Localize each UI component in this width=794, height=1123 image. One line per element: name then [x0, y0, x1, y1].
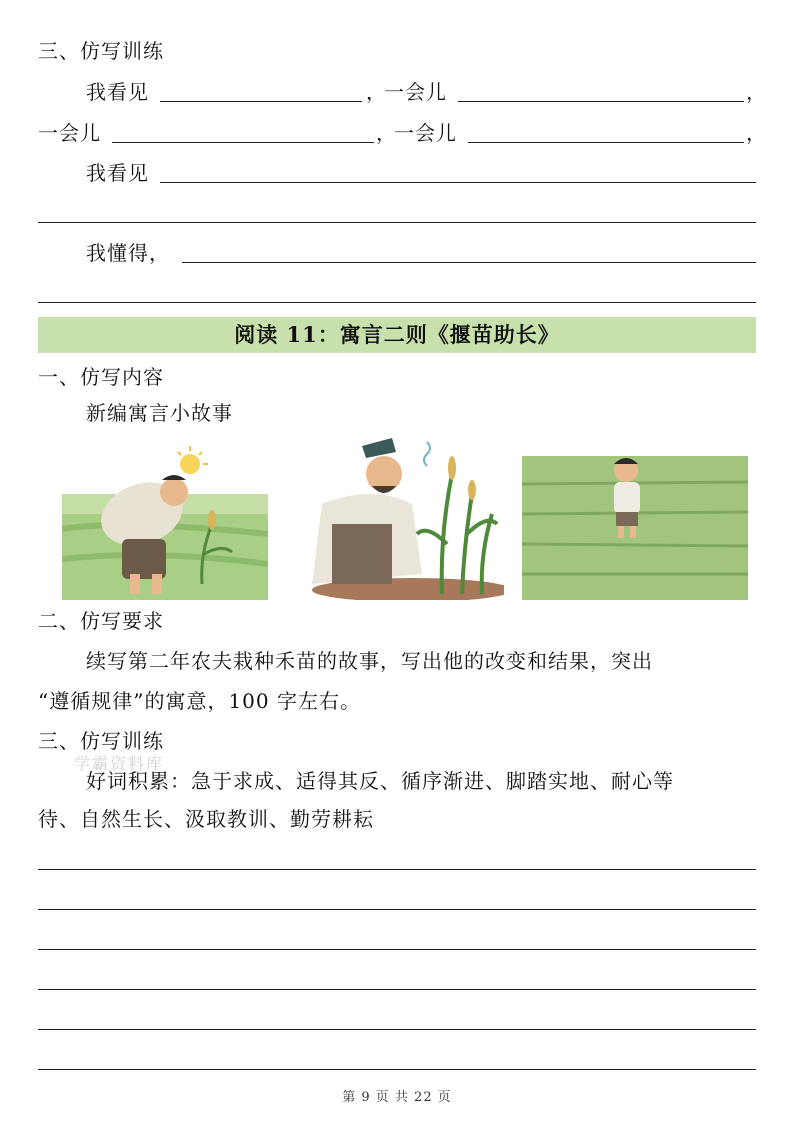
comma: ， — [376, 121, 397, 145]
sentence-label-moment: 一会儿 — [384, 80, 447, 104]
farmer-pulling-seedling-illustration — [62, 434, 268, 600]
vocabulary-text-line2: 待、自然生长、汲取教训、勤劳耕耘 — [38, 807, 374, 831]
sentence-label-i-understand: 我懂得， — [86, 241, 170, 265]
blank-line[interactable] — [468, 142, 744, 143]
comma: ， — [746, 80, 767, 104]
watermark: 学霸资料库 — [74, 754, 165, 773]
content-text: 新编寓言小故事 — [86, 401, 233, 425]
writing-line[interactable] — [38, 222, 756, 223]
blank-line[interactable] — [160, 182, 756, 183]
vocabulary-text-line1: 好词积累：急于求成、适得其反、循序渐进、脚踏实地、耐心等 — [86, 769, 674, 793]
blank-line[interactable] — [182, 262, 756, 263]
writing-line[interactable] — [38, 302, 756, 303]
blank-line[interactable] — [112, 142, 374, 143]
writing-line[interactable] — [38, 869, 756, 870]
writing-line[interactable] — [38, 1029, 756, 1030]
writing-line[interactable] — [38, 989, 756, 990]
requirements-text-line1: 续写第二年农夫栽种禾苗的故事，写出他的改变和结果，突出 — [86, 649, 653, 673]
comma: ， — [366, 80, 387, 104]
blank-line[interactable] — [160, 101, 362, 102]
section-heading-requirements: 二、仿写要求 — [38, 609, 164, 633]
blank-line[interactable] — [458, 101, 744, 102]
reading-title-banner: 阅读 11：寓言二则《揠苗助长》 — [38, 317, 756, 353]
writing-line[interactable] — [38, 949, 756, 950]
requirements-text-line2: “遵循规律”的寓意，100 字左右。 — [38, 689, 361, 713]
sentence-label-i-see: 我看见 — [86, 80, 149, 104]
writing-line[interactable] — [38, 909, 756, 910]
writing-line[interactable] — [38, 1069, 756, 1070]
sentence-label-moment: 一会儿 — [394, 121, 457, 145]
section-heading-training-2: 三、仿写训练 — [38, 729, 164, 753]
farmer-smiling-seedlings-illustration — [292, 434, 504, 600]
section-heading-training: 三、仿写训练 — [38, 39, 164, 63]
section-heading-content: 一、仿写内容 — [38, 365, 164, 389]
comma: ， — [746, 121, 767, 145]
sentence-label-i-see: 我看见 — [86, 161, 149, 185]
sentence-label-moment: 一会儿 — [38, 121, 101, 145]
page-number: 第 9 页 共 22 页 — [342, 1090, 452, 1105]
child-in-field-illustration — [522, 434, 748, 600]
